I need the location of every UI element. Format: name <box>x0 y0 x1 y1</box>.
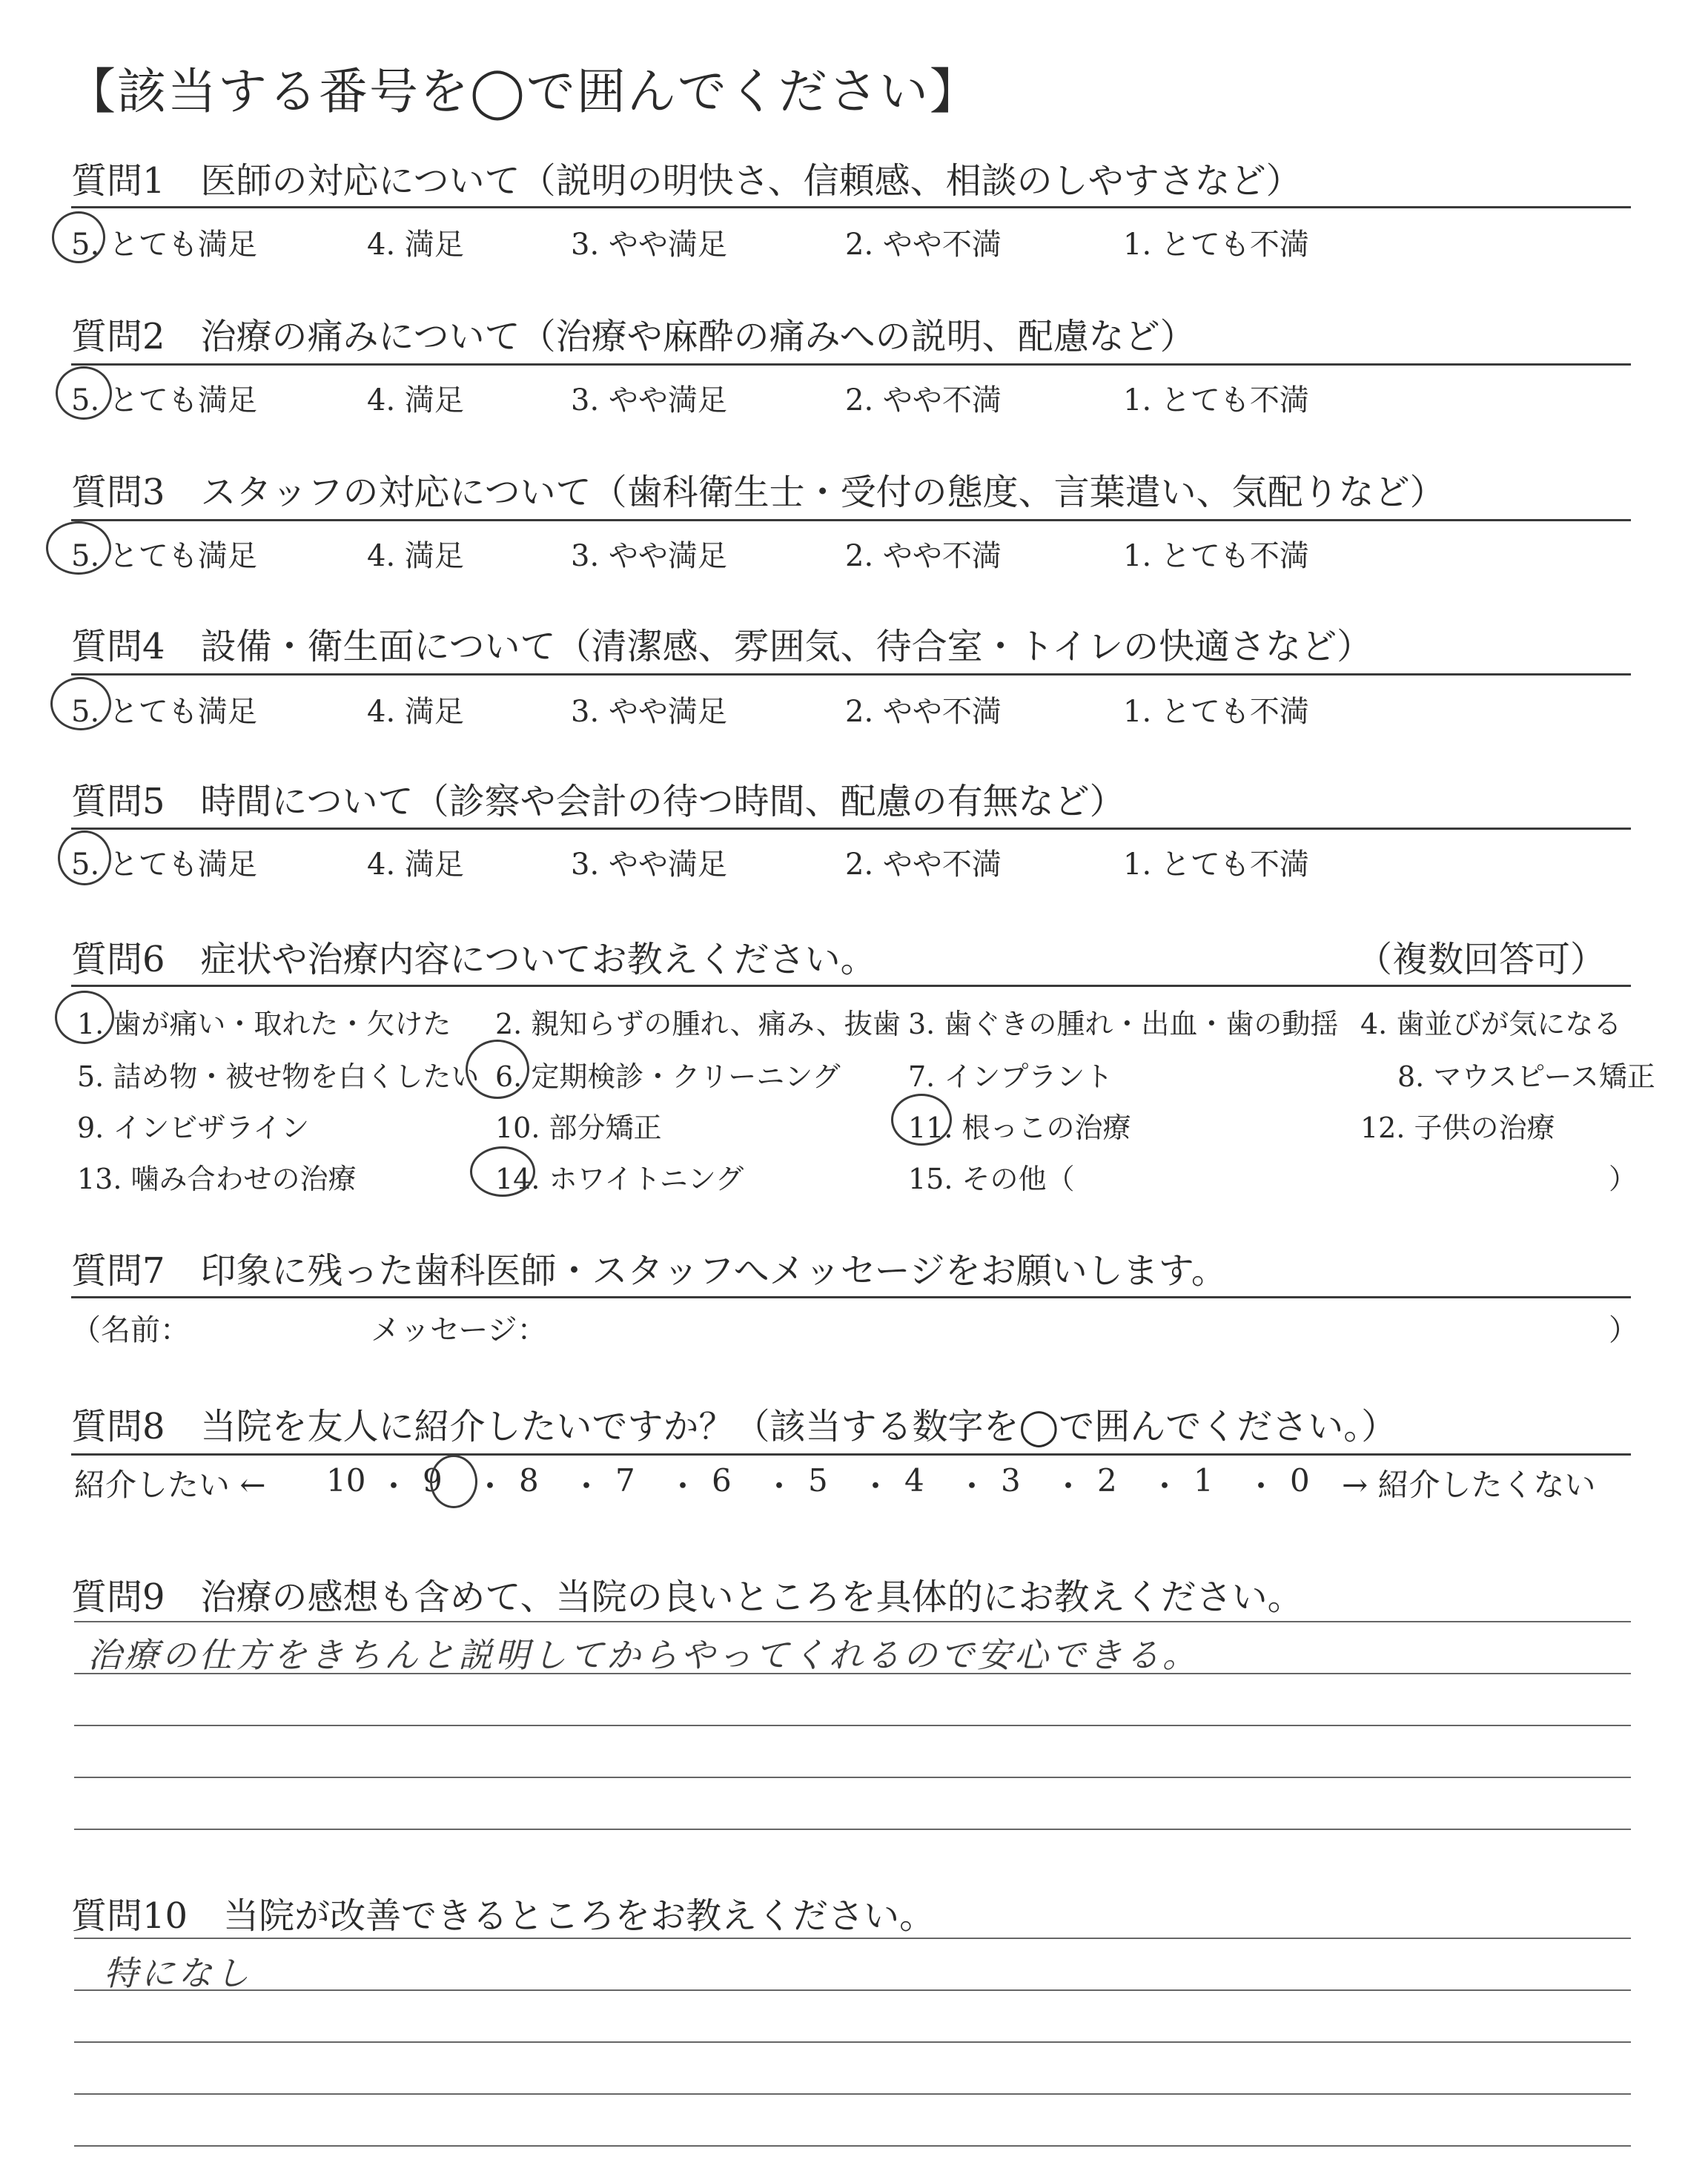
q1-selection-circle <box>52 211 105 263</box>
q6-multiple-note: （複数回答可） <box>1357 939 1606 980</box>
q3-option-4[interactable]: 4. 満足 <box>367 539 464 573</box>
q8-rule <box>71 1453 1631 1456</box>
q6-selection-circle-6 <box>466 1040 529 1099</box>
q8-scale-3[interactable]: 3 <box>1001 1462 1021 1499</box>
q10-line-1 <box>74 1938 1631 1939</box>
q4-option-5[interactable]: 5. とても満足 <box>71 695 257 729</box>
q5-option-2[interactable]: 2. やや不満 <box>845 848 1002 882</box>
q10-title: 質問10 当院が改善できるところをお教えください。 <box>71 1895 936 1937</box>
q6-option-15[interactable]: 15. その他（ <box>908 1163 1075 1195</box>
q5-option-4[interactable]: 4. 満足 <box>367 848 464 882</box>
q8-scale-10[interactable]: 10 <box>326 1462 366 1499</box>
q8-scale-separator: ・ <box>1149 1468 1181 1505</box>
q8-scale-8[interactable]: 8 <box>519 1462 539 1499</box>
q6-title: 質問6 症状や治療内容についてお教えください。 <box>71 939 876 980</box>
q2-option-2[interactable]: 2. やや不満 <box>845 383 1002 417</box>
q4-option-1[interactable]: 1. とても不満 <box>1123 695 1309 729</box>
q3-option-3[interactable]: 3. やや満足 <box>571 539 727 573</box>
q2-option-4[interactable]: 4. 満足 <box>367 383 464 417</box>
q6-option-14[interactable]: 14. ホワイトニング <box>495 1163 744 1195</box>
q9-line-1 <box>74 1621 1631 1622</box>
q5-title: 質問5 時間について（診察や会計の待つ時間、配慮の有無など） <box>71 781 1125 822</box>
q3-option-5[interactable]: 5. とても満足 <box>71 539 257 573</box>
q6-option-12[interactable]: 12. 子供の治療 <box>1360 1112 1555 1144</box>
q10-line-4 <box>74 2093 1631 2095</box>
q6-option-13[interactable]: 13. 噛み合わせの治療 <box>77 1163 357 1195</box>
q8-title: 質問8 当院を友人に紹介したいですか？（該当する数字を◯で囲んでください。） <box>71 1406 1397 1447</box>
q6-option-4[interactable]: 4. 歯並びが気になる <box>1360 1008 1622 1040</box>
q1-title: 質問1 医師の対応について（説明の明快さ、信頼感、相談のしやすさなど） <box>71 160 1302 202</box>
q4-option-4[interactable]: 4. 満足 <box>367 695 464 729</box>
q8-scale-separator: ・ <box>378 1468 410 1505</box>
q10-line-2 <box>74 1989 1631 1991</box>
q9-line-3 <box>74 1725 1631 1726</box>
q10-line-3 <box>74 2041 1631 2043</box>
q3-selection-circle <box>46 521 111 575</box>
q8-scale-separator: ・ <box>956 1468 988 1505</box>
q6-option-9[interactable]: 9. インビザライン <box>77 1112 310 1144</box>
q6-option-6[interactable]: 6. 定期検診・クリーニング <box>495 1060 841 1093</box>
q3-option-2[interactable]: 2. やや不満 <box>845 539 1002 573</box>
q8-scale-separator: ・ <box>860 1468 892 1505</box>
q8-right-label: → 紹介したくない <box>1342 1467 1596 1503</box>
q1-option-5[interactable]: 5. とても満足 <box>71 228 257 262</box>
q2-option-3[interactable]: 3. やや満足 <box>571 383 727 417</box>
q5-option-1[interactable]: 1. とても不満 <box>1123 848 1309 882</box>
q2-option-1[interactable]: 1. とても不満 <box>1123 383 1309 417</box>
q2-rule <box>71 363 1631 366</box>
q6-option-3[interactable]: 3. 歯ぐきの腫れ・出血・歯の動揺 <box>908 1008 1339 1040</box>
q9-line-4 <box>74 1777 1631 1778</box>
q1-option-2[interactable]: 2. やや不満 <box>845 228 1002 262</box>
q9-line-5 <box>74 1829 1631 1830</box>
q9-answer-text[interactable]: 治療の仕方をきちんと説明してからやってくれるので安心できる。 <box>87 1635 1199 1675</box>
q6-option-10[interactable]: 10. 部分矯正 <box>495 1112 662 1144</box>
q3-title: 質問3 スタッフの対応について（歯科衛生士・受付の態度、言葉遣い、気配りなど） <box>71 472 1446 513</box>
q8-scale-separator: ・ <box>1245 1468 1277 1505</box>
q4-option-3[interactable]: 3. やや満足 <box>571 695 727 729</box>
q4-title: 質問4 設備・衛生面について（清潔感、雰囲気、待合室・トイレの快適さなど） <box>71 626 1373 667</box>
q8-scale-4[interactable]: 4 <box>904 1462 924 1499</box>
q5-option-3[interactable]: 3. やや満足 <box>571 848 727 882</box>
q2-option-5[interactable]: 5. とても満足 <box>71 383 257 417</box>
q8-scale-0[interactable]: 0 <box>1290 1462 1310 1499</box>
q6-option-5[interactable]: 5. 詰め物・被せ物を白くしたい <box>77 1060 480 1093</box>
q1-rule <box>71 206 1631 208</box>
q6-option-11[interactable]: 11. 根っこの治療 <box>908 1112 1131 1144</box>
q10-answer-text[interactable]: 特になし <box>104 1953 252 1993</box>
q4-rule <box>71 673 1631 676</box>
q2-title: 質問2 治療の痛みについて（治療や麻酔の痛みへの説明、配慮など） <box>71 316 1196 357</box>
q8-scale-2[interactable]: 2 <box>1097 1462 1117 1499</box>
q6-option-1[interactable]: 1. 歯が痛い・取れた・欠けた <box>77 1008 451 1040</box>
q7-message-label: メッセージ： <box>371 1313 547 1347</box>
q3-rule <box>71 519 1631 521</box>
q2-selection-circle <box>56 366 112 420</box>
q1-option-3[interactable]: 3. やや満足 <box>571 228 727 262</box>
q8-scale-1[interactable]: 1 <box>1194 1462 1214 1499</box>
q5-rule <box>71 828 1631 830</box>
q10-line-5 <box>74 2145 1631 2147</box>
q1-option-1[interactable]: 1. とても不満 <box>1123 228 1309 262</box>
q8-scale-separator: ・ <box>764 1468 795 1505</box>
q8-scale-separator: ・ <box>1053 1468 1085 1505</box>
q8-left-label: 紹介したい ← <box>74 1467 266 1503</box>
page-title: 【該当する番号を◯で囲んでください】 <box>67 63 980 120</box>
q4-selection-circle <box>50 677 111 730</box>
q5-option-5[interactable]: 5. とても満足 <box>71 848 257 882</box>
q6-option-8[interactable]: 8. マウスピース矯正 <box>1397 1060 1655 1093</box>
q7-rule <box>71 1296 1631 1298</box>
q4-option-2[interactable]: 2. やや不満 <box>845 695 1002 729</box>
q9-title: 質問9 治療の感想も含めて、当院の良いところを具体的にお教えください。 <box>71 1576 1303 1618</box>
q6-selection-circle-14 <box>470 1146 535 1197</box>
q6-selection-circle-1 <box>55 991 114 1044</box>
q7-title: 質問7 印象に残った歯科医師・スタッフへメッセージをお願いします。 <box>71 1250 1227 1292</box>
q8-scale-5[interactable]: 5 <box>808 1462 828 1499</box>
q8-selection-circle <box>430 1455 477 1508</box>
q6-option-2[interactable]: 2. 親知らずの腫れ、痛み、抜歯 <box>495 1008 901 1040</box>
q8-scale-separator: ・ <box>667 1468 699 1505</box>
q6-other-close-paren: ） <box>1609 1163 1638 1195</box>
q8-scale-6[interactable]: 6 <box>712 1462 732 1499</box>
q8-scale-separator: ・ <box>571 1468 603 1505</box>
q6-option-7[interactable]: 7. インプラント <box>908 1060 1113 1093</box>
q7-name-label: （名前： <box>71 1313 190 1347</box>
q3-option-1[interactable]: 1. とても不満 <box>1123 539 1309 573</box>
q6-selection-circle-11 <box>891 1094 952 1146</box>
q7-close-paren: ） <box>1609 1313 1638 1347</box>
q8-scale-9[interactable]: 9 <box>423 1462 443 1499</box>
q8-scale-separator: ・ <box>474 1468 506 1505</box>
q5-selection-circle <box>58 830 111 885</box>
q1-option-4[interactable]: 4. 満足 <box>367 228 464 262</box>
q6-rule <box>71 985 1631 987</box>
q8-scale-7[interactable]: 7 <box>615 1462 635 1499</box>
